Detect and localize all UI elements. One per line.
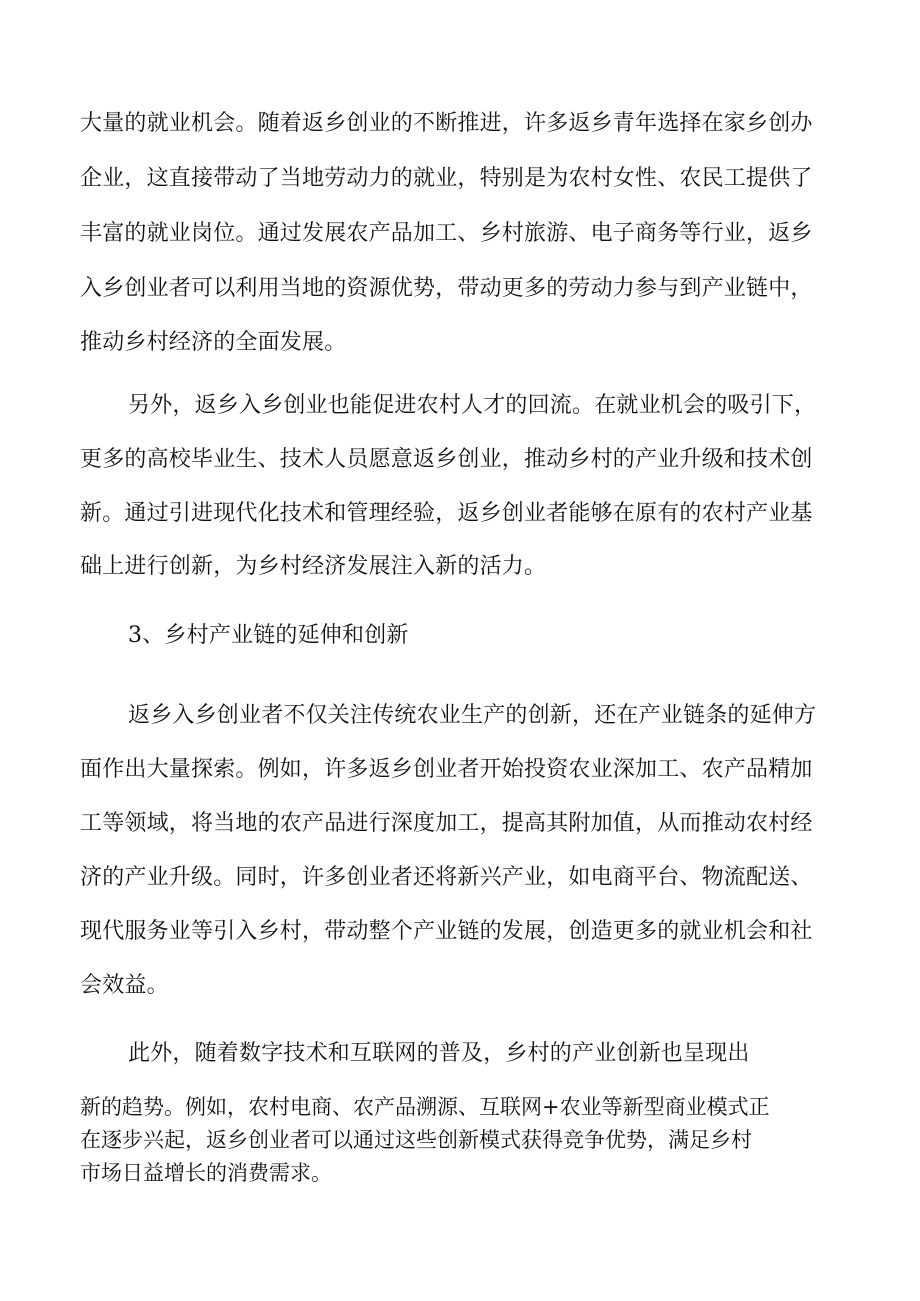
paragraph-1-line-1: 大量的就业机会。随着返乡创业的不断推进，许多返乡青年选择在家乡创办 — [80, 111, 813, 136]
paragraph-3-line-1: 返乡入乡创业者不仅关注传统农业生产的创新，还在产业链条的延伸方 — [128, 703, 817, 728]
paragraph-4-line-2: 新的趋势。例如，农村电商、农产品溯源、互联网+农业等新型商业模式正 — [80, 1095, 770, 1119]
paragraph-1-line-5: 推动乡村经济的全面发展。 — [80, 330, 347, 355]
paragraph-3-line-2: 面作出大量探索。例如，许多返乡创业者开始投资农业深加工、农产品精加 — [80, 757, 813, 782]
paragraph-2-line-3: 新。通过引进现代化技术和管理经验，返乡创业者能够在原有的农村产业基 — [80, 501, 813, 526]
paragraph-3-line-6: 会效益。 — [80, 973, 169, 998]
paragraph-4-line-1: 此外，随着数字技术和互联网的普及，乡村的产业创新也呈现出 — [128, 1041, 750, 1066]
paragraph-3-line-4: 济的产业升级。同时，许多创业者还将新兴产业，如电商平台、物流配送、 — [80, 865, 813, 890]
paragraph-3-line-3: 工等领域，将当地的农产品进行深度加工，提高其附加值，从而推动农村经 — [80, 811, 813, 836]
paragraph-1-line-4: 入乡创业者可以利用当地的资源优势，带动更多的劳动力参与到产业链中， — [80, 276, 813, 301]
section-heading: 3、乡村产业链的延伸和创新 — [128, 623, 409, 648]
paragraph-1-line-3: 丰富的就业岗位。通过发展农产品加工、乡村旅游、电子商务等行业，返乡 — [80, 221, 813, 246]
paragraph-4-line-4: 市场日益增长的消费需求。 — [80, 1161, 332, 1185]
paragraph-2-line-4: 础上进行创新，为乡村经济发展注入新的活力。 — [80, 554, 547, 579]
paragraph-4-line-3: 在逐步兴起，返乡创业者可以通过这些创新模式获得竞争优势，满足乡村 — [80, 1128, 752, 1152]
paragraph-3-line-5: 现代服务业等引入乡村，带动整个产业链的发展，创造更多的就业机会和社 — [80, 919, 813, 944]
paragraph-1-line-2: 企业，这直接带动了当地劳动力的就业，特别是为农村女性、农民工提供了 — [80, 166, 813, 191]
paragraph-2-line-2: 更多的高校毕业生、技术人员愿意返乡创业，推动乡村的产业升级和技术创 — [80, 447, 813, 472]
paragraph-2-line-1: 另外，返乡入乡创业也能促进农村人才的回流。在就业机会的吸引下， — [128, 393, 817, 418]
